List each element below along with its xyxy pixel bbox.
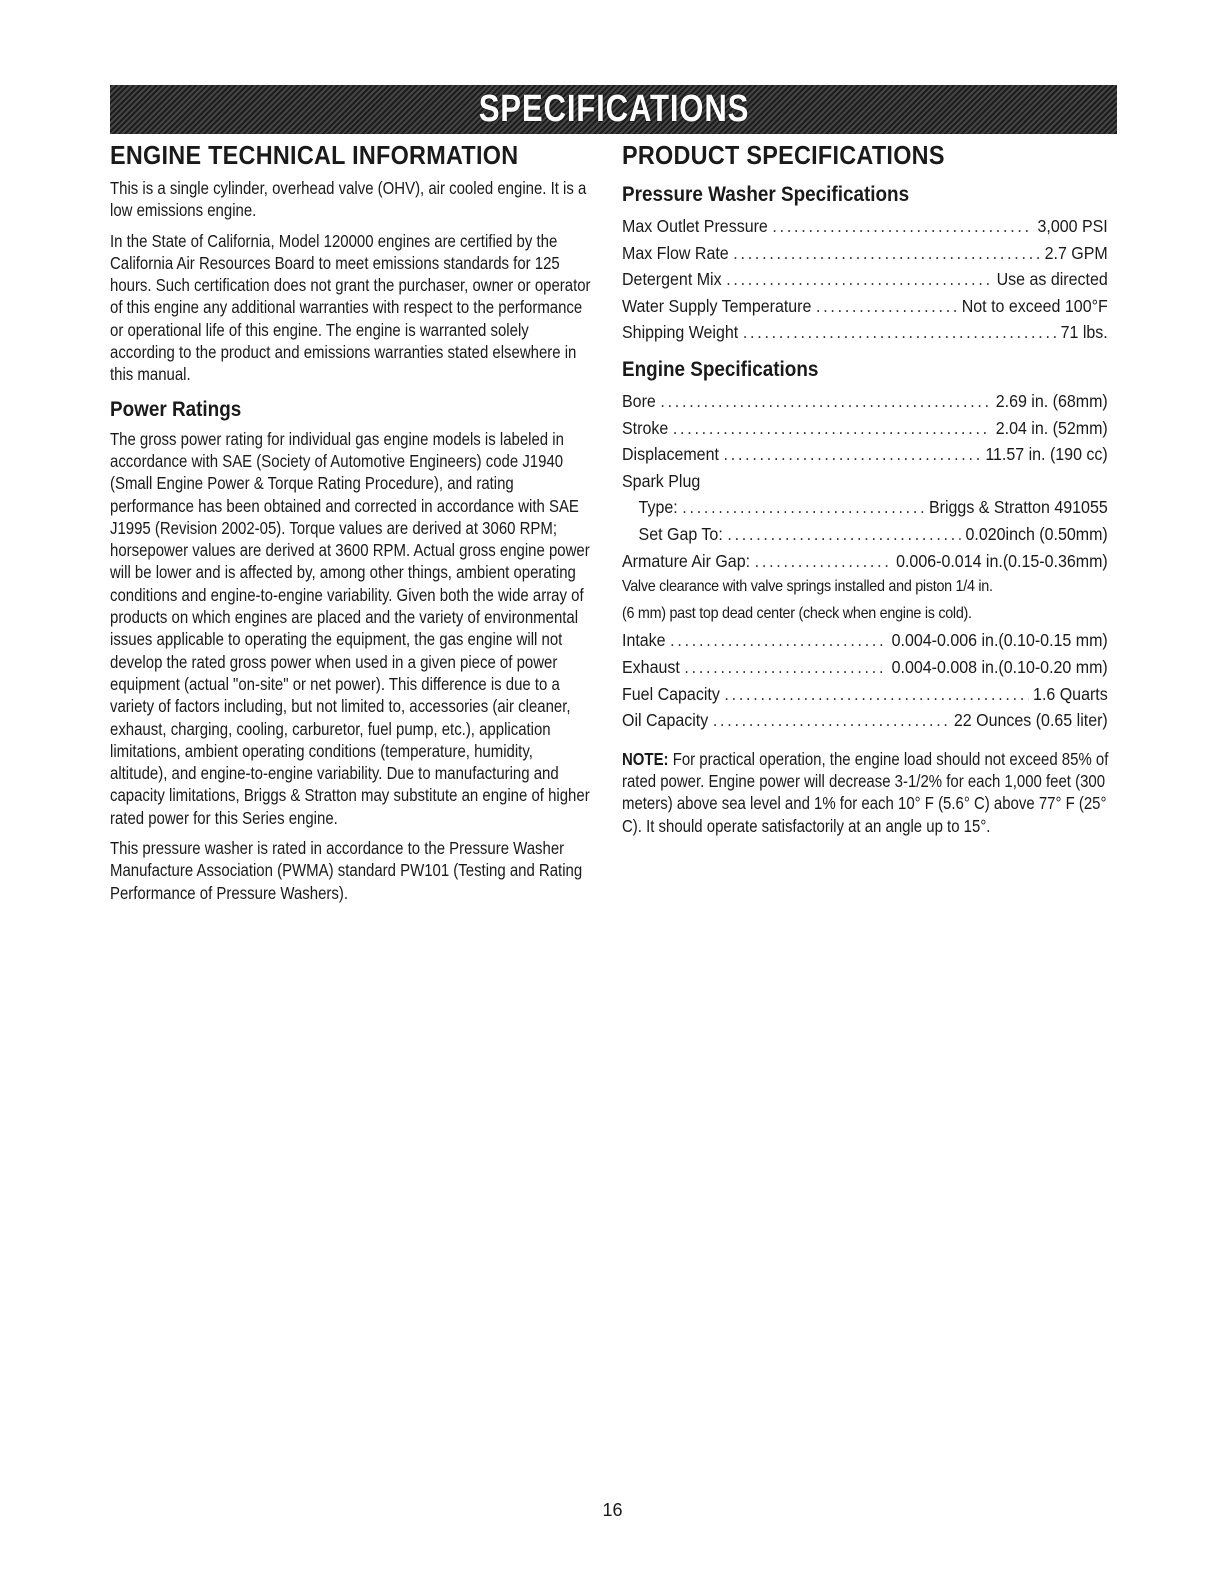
power-ratings-heading: Power Ratings — [110, 397, 242, 421]
engine-specs-heading: Engine Specifications — [622, 357, 819, 381]
note-paragraph — [622, 748, 1110, 837]
spec-label: Water Supply Temperature — [622, 295, 812, 316]
spec-label: Exhaust — [622, 656, 680, 677]
spec-label: Intake — [622, 630, 666, 651]
spec-row-exhaust — [622, 654, 1108, 681]
product-specifications-heading: PRODUCT SPECIFICATIONS — [622, 140, 945, 170]
pwma-paragraph: This pressure washer is rated in accordance to the Pressure Washer Manufacture Association (PWMA) standard PW101 (Testing and Rating Performance of Pressure Washers). — [110, 838, 583, 903]
page-number: 16 — [602, 1500, 623, 1520]
spec-row-intake — [622, 627, 1108, 654]
spec-label: Stroke — [622, 417, 669, 438]
spec-label: Bore — [622, 390, 656, 411]
spec-value: Use as directed — [996, 269, 1108, 290]
spec-value: 0.006-0.014 in.(0.15-0.36mm) — [896, 550, 1108, 571]
spec-row — [622, 293, 1108, 320]
spec-label: Max Outlet Pressure — [622, 216, 768, 236]
spec-value: 2.69 in. (68mm) — [995, 390, 1108, 411]
spec-value: 2.04 in. (52mm) — [995, 417, 1108, 438]
note-text: For practical operation, the engine load should not exceed 85% of rated power. Engine power will decrease 3-1/2% for each 1,000 feet (300 meters) above sea level and 1% for each 10° F (5.6° C) above 77° F (25° C). It should operate satisfactorily at an angle up to 15°. — [622, 748, 1109, 836]
pressure-washer-spec-list — [622, 213, 1108, 346]
spec-value: 0.020inch (0.50mm) — [965, 523, 1108, 544]
spec-value: 22 Ounces (0.65 liter) — [953, 710, 1108, 731]
page-title: SPECIFICATIONS — [478, 88, 749, 130]
note-label: NOTE: — [622, 748, 669, 769]
california-paragraph: In the State of California, Model 120000 engines are certified by the California Air Resources Board to meet emissions standards for 125 hours. Such certification does not grant the purchaser, owner or operator of this engine any additional warranties with respect to the performance or operational life of this engine. The engine is warranted solely according to the product and emissions warranties stated elsewhere in this manual. — [110, 230, 591, 385]
spec-label: Shipping Weight — [622, 322, 739, 343]
spec-row — [622, 240, 1108, 267]
spec-value: 2.7 GPM — [1044, 242, 1108, 263]
spec-row — [622, 213, 1108, 240]
engine-spec-list — [622, 388, 1108, 734]
spec-value: Briggs & Stratton 491055 — [928, 497, 1108, 518]
spec-row-plug-type — [622, 494, 1108, 521]
spark-plug-label: Spark Plug — [622, 470, 701, 491]
engine-technical-heading: ENGINE TECHNICAL INFORMATION — [110, 140, 519, 170]
power-ratings-paragraph: The gross power rating for individual gas engine models is labeled in accordance with SAE (Society of Automotive Engineers) code J1940 (Small Engine Power & Torque Rating Procedure), and rating performance has been obtained and corrected in accordance with SAE J1995 (Revision 2002-05). Torque values are derived at 3060 RPM; horsepower values are derived at 3600 RPM. Actual gross engine power will be lower and is affected by, among other things, ambient operating conditions and engine-to-engine variability. Given both the wide array of products on which engines are placed and the variety of environmental issues applicable to operating the equipment, the gas engine will not develop the rated gross power when used in a given piece of power equipment (actual "on-site" or net power). This difference is due to a variety of factors including, but not limited to, accessories (air cleaner, exhaust, charging, cooling, carburetor, fuel pump, etc.), application limitations, ambient operating conditions (temperature, humidity, altitude), and engine-to-engine variability. Due to manufacturing and capacity limitations, Briggs & Stratton may substitute an engine of higher rated power for this Series engine. — [110, 428, 590, 828]
spec-row-fuel — [622, 681, 1108, 708]
spec-label: Type: — [638, 497, 678, 518]
valve-clearance-line-1: Valve clearance with valve springs installed and piston 1/4 in. — [622, 578, 993, 596]
intro-paragraph: This is a single cylinder, overhead valve (OHV), air cooled engine. It is a low emissions engine. — [110, 178, 587, 221]
spec-row-bore — [622, 388, 1108, 415]
spec-row-oil — [622, 707, 1108, 734]
spec-value: 0.004-0.008 in.(0.10-0.20 mm) — [891, 656, 1108, 677]
spec-value: 11.57 in. (190 cc) — [985, 444, 1108, 465]
spec-row-stroke — [622, 415, 1108, 442]
spec-label: Set Gap To: — [638, 523, 723, 544]
spec-row — [622, 319, 1108, 346]
spec-label: Max Flow Rate — [622, 242, 729, 263]
spec-value: 3,000 PSI — [1037, 216, 1108, 236]
spec-label: Detergent Mix — [622, 269, 722, 290]
spec-row — [622, 266, 1108, 293]
spec-value: 0.004-0.006 in.(0.10-0.15 mm) — [891, 630, 1108, 651]
spec-label: Armature Air Gap: — [622, 550, 751, 571]
spec-row-armature — [622, 548, 1108, 575]
spec-label: Displacement — [622, 444, 719, 465]
spec-label: Fuel Capacity — [622, 683, 720, 704]
specifications-banner — [110, 85, 1117, 134]
spec-value: 71 lbs. — [1060, 322, 1108, 343]
spec-row-displacement — [622, 441, 1108, 468]
pressure-washer-specs-heading: Pressure Washer Specifications — [622, 183, 910, 206]
spec-label: Oil Capacity — [622, 710, 709, 731]
spec-value: 1.6 Quarts — [1033, 683, 1108, 704]
spec-value: Not to exceed 100°F — [961, 295, 1108, 316]
left-column — [110, 140, 590, 912]
valve-clearance-line-2: (6 mm) past top dead center (check when engine is cold). — [622, 604, 972, 622]
spec-row-plug-gap — [622, 521, 1108, 548]
right-column — [622, 140, 1110, 837]
